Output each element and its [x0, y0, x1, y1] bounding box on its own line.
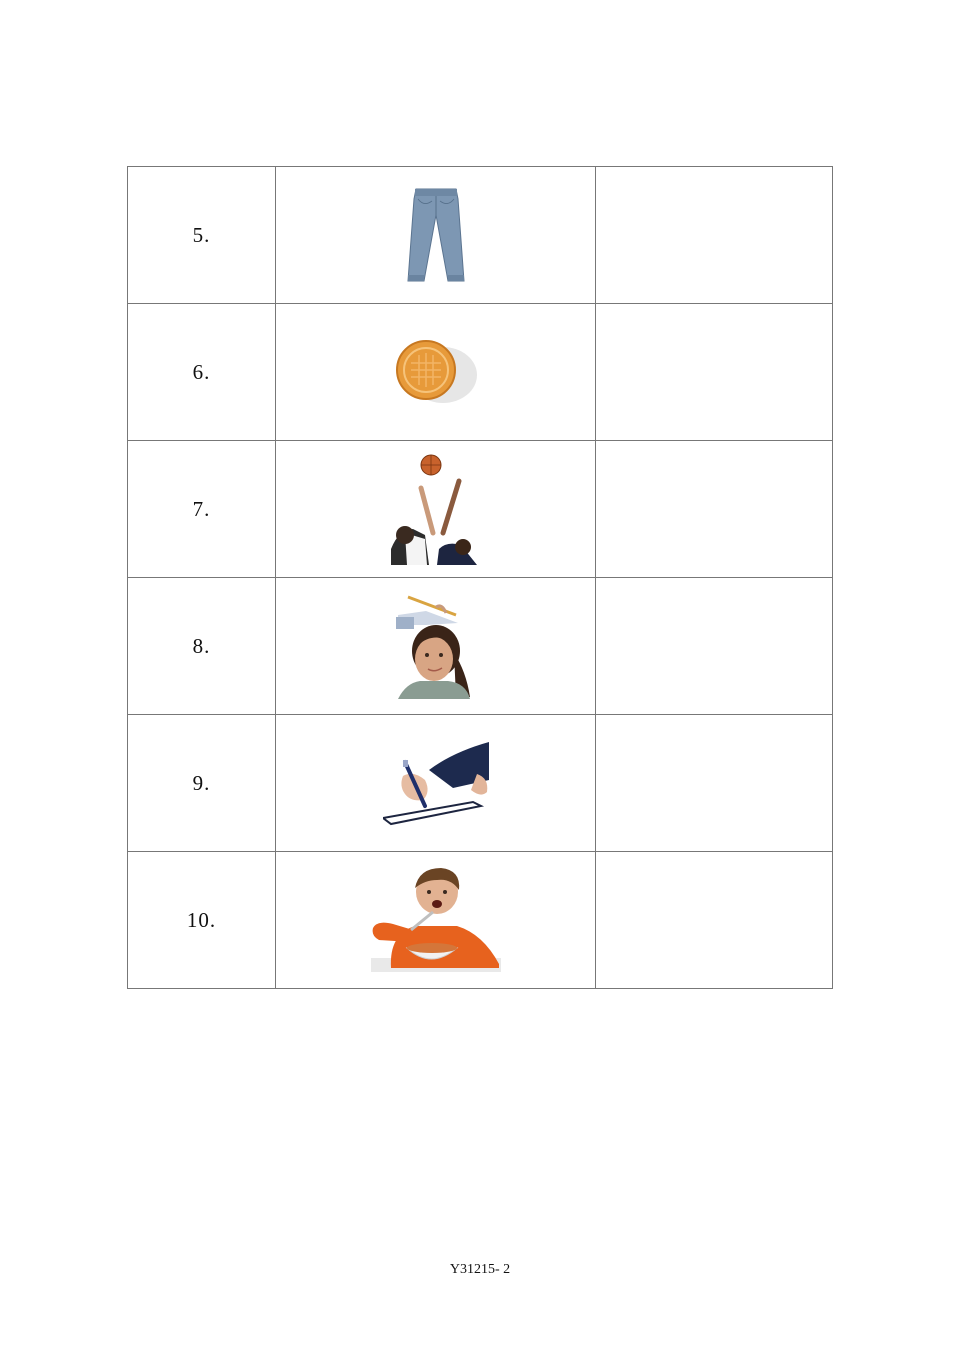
picture-cell [276, 715, 596, 852]
item-number: 5. [128, 167, 276, 304]
hand-writing-icon [383, 740, 489, 826]
picture-worksheet-table [127, 166, 833, 989]
table-row [128, 578, 833, 715]
answer-cell[interactable] [596, 578, 833, 715]
item-number: 10. [128, 852, 276, 989]
answer-cell[interactable] [596, 167, 833, 304]
picture-cell [276, 578, 596, 715]
jeans-icon [406, 185, 466, 285]
table-row [128, 715, 833, 852]
item-number: 8. [128, 578, 276, 715]
item-number: 9. [128, 715, 276, 852]
item-number: 7. [128, 441, 276, 578]
picture-cell [276, 304, 596, 441]
basketball-players-icon [391, 453, 481, 565]
answer-cell[interactable] [596, 441, 833, 578]
picture-cell [276, 441, 596, 578]
picture-cell [276, 167, 596, 304]
mooncake-icon [391, 335, 481, 409]
table-row [128, 441, 833, 578]
table-row [128, 304, 833, 441]
table-row [128, 167, 833, 304]
girl-thinking-icon [396, 593, 476, 699]
item-number: 6. [128, 304, 276, 441]
answer-cell[interactable] [596, 715, 833, 852]
answer-cell[interactable] [596, 852, 833, 989]
answer-cell[interactable] [596, 304, 833, 441]
boy-eating-icon [371, 868, 501, 972]
picture-cell [276, 852, 596, 989]
page-footer: Y31215- 2 [449, 1262, 511, 1277]
table-row [128, 852, 833, 989]
